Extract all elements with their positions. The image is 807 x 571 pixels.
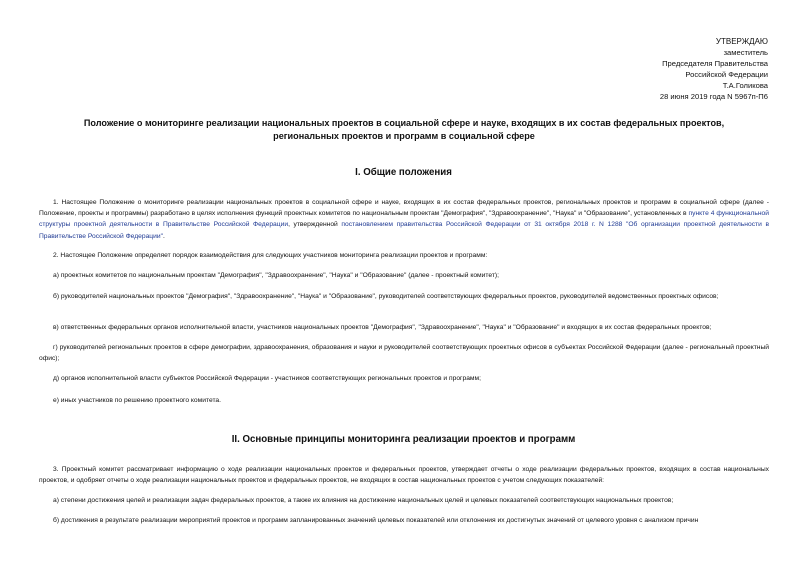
approval-stamp: [660, 36, 768, 102]
section-heading-2: II. Основные принципы мониторинга реализации проектов и программ: [231, 434, 576, 445]
list-item-2b: б) достижения в результате реализации мероприятий проектов и программ запланированных значений целевых показателей или отклонения их достигнутых значений от целевого уровня с анализом причин: [53, 517, 699, 524]
decree-link[interactable]: постановлением правительства Российской Федерации от 31 октября 2018 г. N 1288 "Об организации проектной деятельности в Правительстве Российской Федерации": [39, 221, 769, 240]
paragraph-1: [39, 197, 769, 242]
approval-line: Председателя Правительства: [662, 59, 768, 68]
list-item-a: а) проектных комитетов по национальным проектам "Демография", "Здравоохранение", "Наука" и "Образование" (далее - проектный комитет);: [53, 272, 500, 279]
document-title: Положение о мониторинге реализации национальных проектов в социальной сфере и науке, входящих в их состав федеральных проектов, региональных проектов и программ в социальной сфере: [83, 118, 725, 141]
approval-line: Российской Федерации: [685, 70, 768, 79]
list-item-v: в) ответственных федеральных органов исполнительной власти, участников национальных проектов "Демография", "Здравоохранение", "Наука" и "Образование" и входящих в их состав федеральных проектов;: [53, 324, 712, 331]
list-item-2a: а) степени достижения целей и реализации задач федеральных проектов, а также их влияния на достижение национальных целей и целевых показателей соответствующих национальных проектов;: [53, 497, 674, 504]
list-item-b: б) руководителей национальных проектов "Демография", "Здравоохранение", "Наука" и "Образование", руководителей соответствующих федеральных проектов, руководителей ведомственных проектных офисов;: [53, 293, 719, 300]
list-item-g: г) руководителей региональных проектов в сфере демографии, здравоохранения, образования и науки и руководителей соответствующих проектных офисов в субъектах Российской Федерации (далее - региональный проектный офис);: [39, 344, 769, 363]
paragraph-3: 3. Проектный комитет рассматривает информацию о ходе реализации национальных проектов и федеральных проектов, утверждает отчеты о ходе реализации федеральных проектов, входящих в состав национальных проектов, и одобряет отчеты о ходе реализации национальных проектов и федеральных проектов, не входящих в состав национальных проектов с учетом следующих показателей:: [39, 466, 769, 485]
paragraph-1-end: .: [162, 232, 165, 240]
approval-line: Т.А.Голикова: [722, 81, 768, 90]
approval-heading: УТВЕРЖДАЮ: [715, 37, 768, 46]
regulation-link[interactable]: пункте 4 функциональной структуры проектной деятельности в Правительстве Российской Федерации: [39, 210, 769, 229]
list-item-d: д) органов исполнительной власти субъектов Российской Федерации - участников соответствующих региональных проектов и программ;: [53, 375, 481, 382]
approval-line: заместитель: [723, 48, 768, 57]
paragraph-1-text: 1. Настоящее Положение о мониторинге реализации национальных проектов в социальной сфере и науке, входящих в их состав федеральных проектов, региональных проектов и программ в социальной сфере (далее - Положение, проекты и программы) разработано в целях исполнения функций проектных комитетов по национальным проектам "Демография", "Здравоохранение", "Наука" и "Образование", установленных в: [39, 199, 769, 218]
paragraph-2: 2. Настоящее Положение определяет порядок взаимодействия для следующих участников мониторинга реализации проектов и программ:: [53, 252, 488, 259]
list-item-e: е) иных участников по решению проектного комитета.: [53, 397, 222, 404]
paragraph-1-mid: , утвержденной: [288, 221, 342, 229]
approval-date: 28 июня 2019 года N 5967п-П6: [659, 92, 768, 101]
section-heading-1: I. Общие положения: [355, 167, 452, 178]
